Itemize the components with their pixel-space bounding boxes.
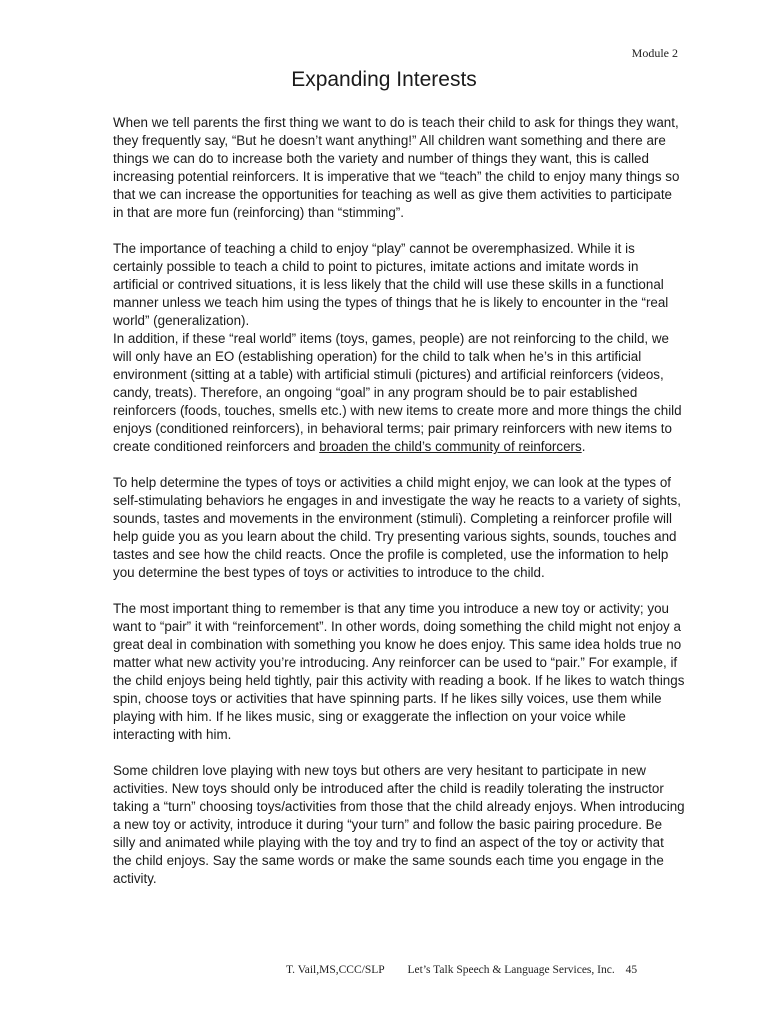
underlined-phrase: broaden the child’s community of reinforcers: [319, 439, 582, 454]
paragraph-real-world-text: In addition, if these “real world” items (toys, games, people) are not reinforcing to the child, we will only have an EO (establishing operation) for the child to talk when he’s in this artificial environment (sitting at a table) with artificial stimuli (pictures) and artificial reinforcers (videos, candy, treats). Therefore, an ongoing “goal” in any program should be to pair established reinforcers (foods, touches, smells etc.) with new items to create more and more things the child enjoys (conditioned reinforcers), in behavioral terms; pair primary reinforcers with new items to create conditioned reinforcers and: [113, 331, 682, 454]
footer-company: Let’s Talk Speech & Language Services, Inc.: [407, 964, 615, 976]
paragraph-real-world: [113, 330, 685, 456]
paragraph-reinforcer-profile: To help determine the types of toys or activities a child might enjoy, we can look at the types of self-stimulating behaviors he engages in and investigate the way he reacts to a variety of sights, sounds, tastes and movements in the environment (stimuli). Completing a reinforcer profile will help guide you as you learn about the child. Try presenting various sights, sounds, touches and tastes and see how the child reacts. Once the profile is completed, use the information to help you determine the best types of toys or activities to introduce to the child.: [113, 475, 681, 580]
document-body: [113, 114, 685, 906]
module-label: Module 2: [631, 46, 678, 60]
paragraph-pairing: The most important thing to remember is that any time you introduce a new toy or activity; you want to “pair” it with “reinforcement”. In other words, doing something the child might not enjoy a great deal in combination with something you know he does enjoy. This same idea holds true no matter what new activity you’re introducing. Any reinforcer can be used to “pair.” For example, if the child enjoys being held tightly, pair this activity with reading a book. If he likes to watch things spin, choose toys or activities that have spinning parts. If he likes silly voices, use them while playing with him. If he likes music, sing or exaggerate the inflection on your voice while interacting with him.: [113, 601, 685, 742]
paragraph-real-world-end: .: [581, 439, 586, 454]
page-footer: [286, 964, 637, 976]
paragraph-play-importance: The importance of teaching a child to enjoy “play” cannot be overemphasized. While it is certainly possible to teach a child to point to pictures, imitate actions and imitate words in artificial or contrived situations, it is less likely that the child will use these skills in a functional manner unless we teach him using the types of things that he is likely to encounter in the “real world” (generalization).: [113, 241, 669, 328]
paragraph-intro: When we tell parents the first thing we want to do is teach their child to ask for things they want, they frequently say, “But he doesn’t want anything!” All children want something and there are things we can do to increase both the variety and number of things they want, this is called increasing potential reinforcers. It is imperative that we “teach” the child to enjoy many things so that we can increase the opportunities for teaching as well as give them activities to participate in that are more fun (reinforcing) than “stimming”.: [113, 115, 680, 220]
page-number: 45: [625, 964, 638, 976]
footer-author: T. Vail,MS,CCC/SLP: [286, 964, 385, 976]
paragraph-new-toys: Some children love playing with new toys but others are very hesitant to participate in new activities. New toys should only be introduced after the child is readily tolerating the instructor taking a “turn” choosing toys/activities from those that the child already enjoys. When introducing a new toy or activity, introduce it during “your turn” and follow the basic pairing procedure. Be silly and animated while playing with the toy and try to find an aspect of the toy or activity that the child enjoys. Say the same words or make the same sounds each time you engage in the activity.: [113, 763, 685, 886]
page-title: Expanding Interests: [291, 68, 477, 91]
